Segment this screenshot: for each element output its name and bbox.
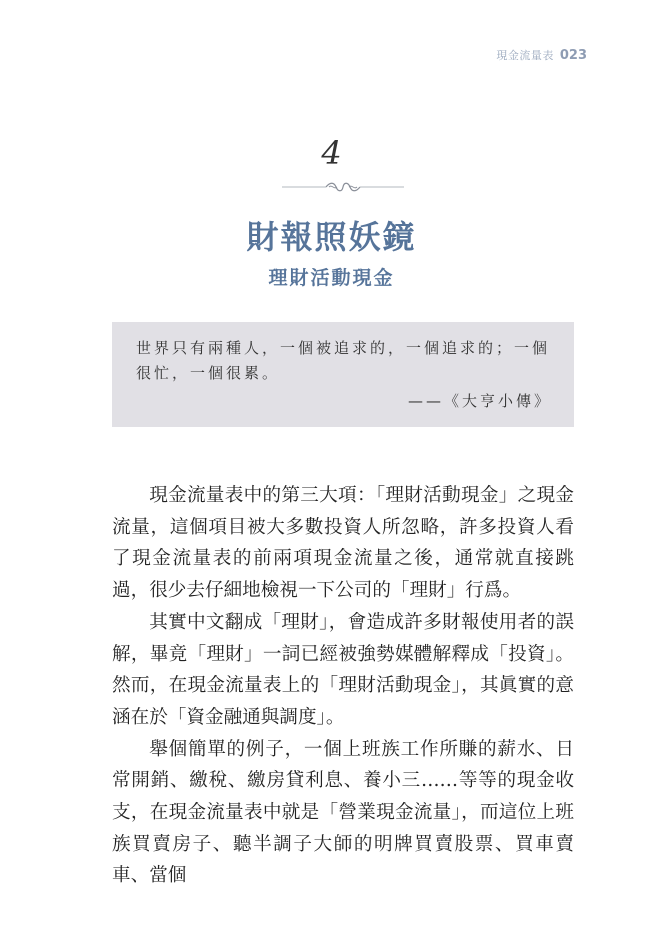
ornament-divider-icon (282, 180, 404, 194)
paragraph: 其實中文翻成「理財」，會造成許多財報使用者的誤解，畢竟「理財」一詞已經被強勢媒體解釋成「投資」。然而，在現金流量表上的「理財活動現金」，其眞實的意涵在於「資金融通與調度」。 (112, 611, 574, 728)
page-number: 023 (559, 48, 587, 63)
chapter-number: 4 (321, 134, 342, 172)
chapter-subtitle: 理財活動現金 (268, 267, 395, 289)
running-header (496, 47, 587, 63)
chapter-title: 財報照妖鏡 (246, 218, 417, 256)
paragraph: 舉個簡單的例子，一個上班族工作所賺的薪水、日常開銷、繳稅、繳房貸利息、養小三……等等的現金收支，在現金流量表中就是「營業現金流量」，而這位上班族買賣房子、聽半調子大師的明牌買賣股票、買車賣車、當個 (112, 738, 574, 887)
paragraph: 現金流量表中的第三大項：「理財活動現金」之現金流量，這個項目被大多數投資人所忽略，許多投資人看了現金流量表的前兩項現金流量之後，通常就直接跳過，很少去仔細地檢視一下公司的「理財」行爲。 (112, 485, 574, 602)
running-header-title: 現金流量表 (496, 49, 554, 62)
epigraph-source: ——《大亨小傳》 (407, 392, 552, 410)
epigraph-box (112, 322, 574, 427)
body-text (112, 480, 574, 892)
epigraph-text: 世界只有兩種人，一個被追求的，一個追求的；一個很忙，一個很累。 (136, 339, 551, 382)
